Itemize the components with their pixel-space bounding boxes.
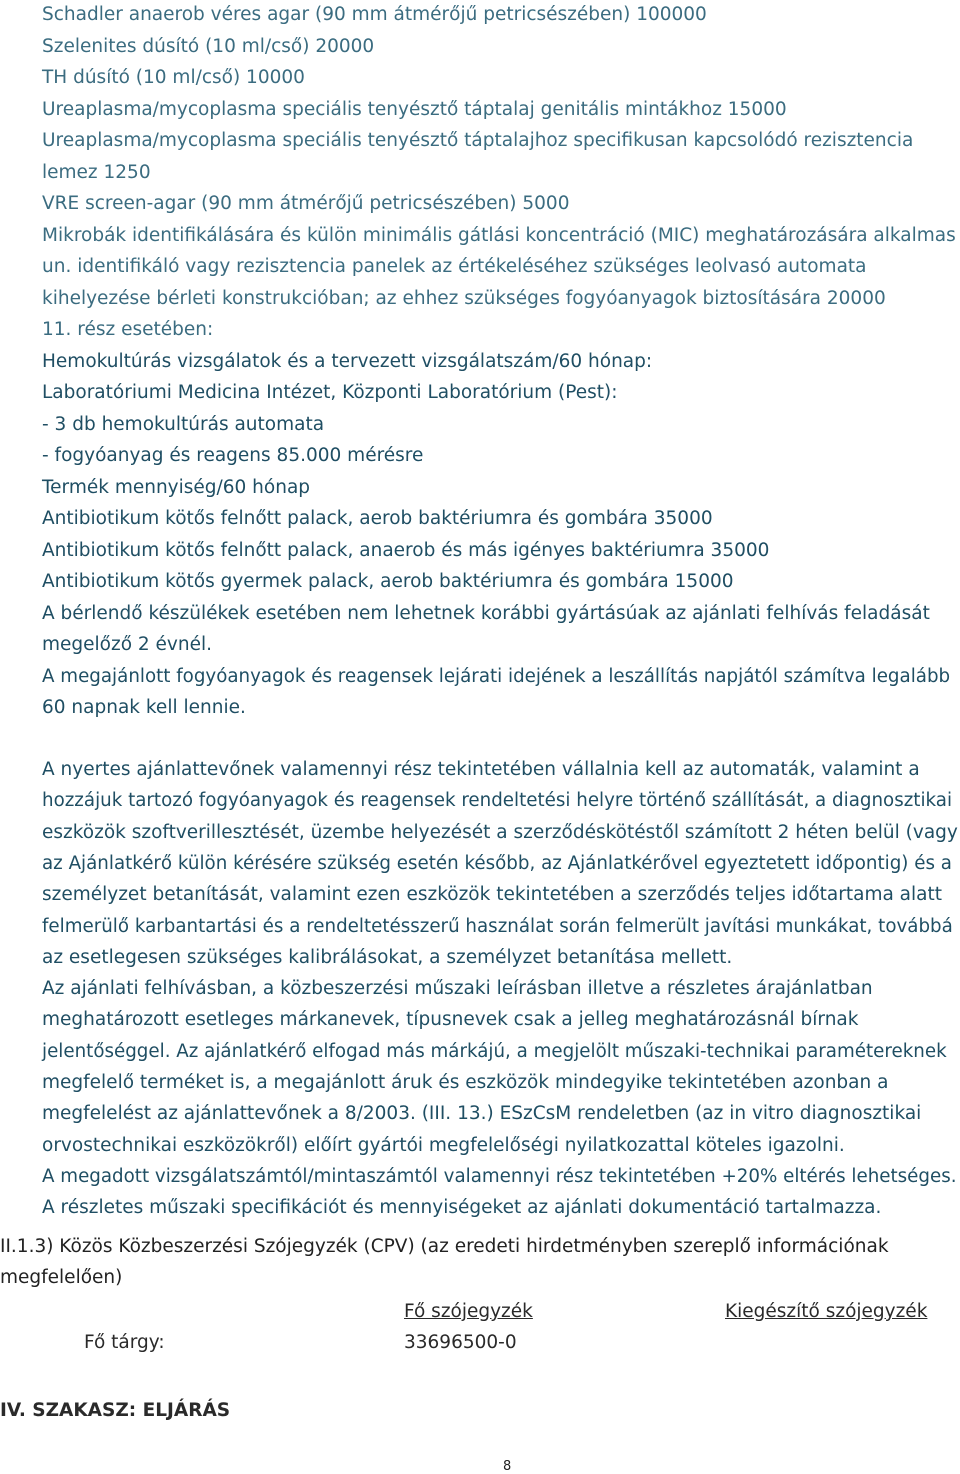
requirement-line: lemez 1250 (42, 161, 151, 183)
requirement-line: Mikrobák identifikálására és külön minimális gátlási koncentráció (MIC) meghatározására alkalmas (42, 224, 956, 246)
requirement-line: 11. rész esetében: (42, 319, 214, 340)
cpv-main-vocabulary-header: Fő szójegyzék (404, 1301, 533, 1322)
requirement-line: un. identifikáló vagy rezisztencia panelek az értékeléséhez szükséges leolvasó automata (42, 256, 867, 277)
obligation-line: A megadott vizsgálatszámtól/mintaszámtól valamennyi rész tekintetében +20% eltérés lehetséges. (42, 1165, 957, 1187)
requirement-line: Ureaplasma/mycoplasma speciális tenyésztő táptalaj genitális mintákhoz 15000 (42, 98, 787, 120)
obligation-line: hozzájuk tartozó fogyóanyagok és reagensek rendeltetési helyre történő szállítását, a diagnosztikai (42, 790, 953, 812)
page-number: 8 (503, 1459, 512, 1474)
requirement-line: VRE screen-agar (90 mm átmérőjű petricsészében) 5000 (42, 193, 570, 214)
obligation-line: meghatározott esetleges márkanevek, típusnevek csak a jelleg meghatározásnál bírnak (42, 1009, 859, 1031)
requirement-line: Szelenites dúsító (10 ml/cső) 20000 (42, 35, 375, 57)
cpv-main-object-code: 33696500-0 (404, 1332, 517, 1353)
requirement-line: megelőző 2 évnél. (42, 634, 213, 655)
cpv-main-object-label: Fő tárgy: (84, 1332, 165, 1353)
requirement-line: Laboratóriumi Medicina Intézet, Központi Laboratórium (Pest): (42, 382, 618, 403)
obligation-line: az Ajánlatkérő külön kérésére szükség esetén később, az Ajánlatkérővel egyeztetett időpontig) és a (42, 852, 952, 874)
obligation-line: Az ajánlati felhívásban, a közbeszerzési műszaki leírásban illetve a részletes árajánlatban (42, 978, 873, 1000)
requirement-line: Schadler anaerob véres agar (90 mm átmérőjű petricsészében) 100000 (42, 4, 707, 25)
requirement-line: Antibiotikum kötős felnőtt palack, aerob baktériumra és gombára 35000 (42, 508, 713, 529)
requirement-line: Hemokultúrás vizsgálatok és a tervezett vizsgálatszám/60 hónap: (42, 350, 653, 372)
obligation-line: jelentőséggel. Az ajánlatkérő elfogad más márkájú, a megjelölt műszaki-technikai paramétereknek (42, 1040, 947, 1062)
obligation-line: orvostechnikai eszközökről) előírt gyártói megfelelőségi nyilatkozattal köteles igazolni. (42, 1134, 845, 1156)
requirement-line: A megajánlott fogyóanyagok és reagensek lejárati idejének a leszállítás napjától számítva legalább (42, 665, 951, 687)
section-heading: IV. SZAKASZ: ELJÁRÁS (0, 1400, 231, 1421)
obligation-line: A nyertes ajánlattevőnek valamennyi rész tekintetében vállalnia kell az automaták, valamint a (42, 759, 920, 780)
obligation-line: az esetlegesen szükséges kalibrálásokat, a személyzet betanítása mellett. (42, 946, 733, 968)
requirement-line: Ureaplasma/mycoplasma speciális tenyésztő táptalajhoz specifikusan kapcsolódó rezisztencia (42, 130, 914, 151)
requirement-line: 60 napnak kell lennie. (42, 697, 246, 718)
requirement-line: A bérlendő készülékek esetében nem lehetnek korábbi gyártásúak az ajánlati felhívás feladását (42, 602, 930, 624)
requirement-line: Termék mennyiség/60 hónap (42, 476, 311, 498)
obligation-line: megfelelő terméket is, a megajánlott áruk és eszközök mindegyike tekintetében azonban a (42, 1072, 889, 1093)
requirement-line: kihelyezése bérleti konstrukcióban; az ehhez szükséges fogyóanyagok biztosítására 20000 (42, 287, 886, 309)
requirement-line: - 3 db hemokultúrás automata (42, 413, 325, 435)
obligation-line: személyzet betanítását, valamint ezen eszközök tekintetében a szerződés teljes időtartama alatt (42, 884, 943, 906)
cpv-heading-line-2: megfelelően) (0, 1267, 123, 1288)
requirement-line: Antibiotikum kötős gyermek palack, aerob baktériumra és gombára 15000 (42, 571, 734, 592)
obligation-line: megfelelést az ajánlattevőnek a 8/2003. (III. 13.) ESzCsM rendeletben (az in vitro diagnosztikai (42, 1103, 922, 1125)
obligation-line: eszközök szoftverillesztését, üzembe helyezését a szerződéskötéstől számított 2 héten belül (vagy (42, 821, 958, 843)
obligation-line: felmerülő karbantartási és a rendeltetésszerű használat során felmerült javítási munkákat, továbbá (42, 915, 953, 937)
cpv-supplementary-vocabulary-header: Kiegészítő szójegyzék (725, 1301, 928, 1322)
requirement-line: TH dúsító (10 ml/cső) 10000 (42, 67, 305, 88)
requirement-line: - fogyóanyag és reagens 85.000 mérésre (42, 445, 424, 466)
obligation-line: A részletes műszaki specifikációt és mennyiségeket az ajánlati dokumentáció tartalmazza. (42, 1197, 882, 1219)
cpv-heading-line-1: II.1.3) Közös Közbeszerzési Szójegyzék (CPV) (az eredeti hirdetményben szereplő információnak (0, 1236, 889, 1257)
requirement-line: Antibiotikum kötős felnőtt palack, anaerob és más igényes baktériumra 35000 (42, 539, 770, 561)
